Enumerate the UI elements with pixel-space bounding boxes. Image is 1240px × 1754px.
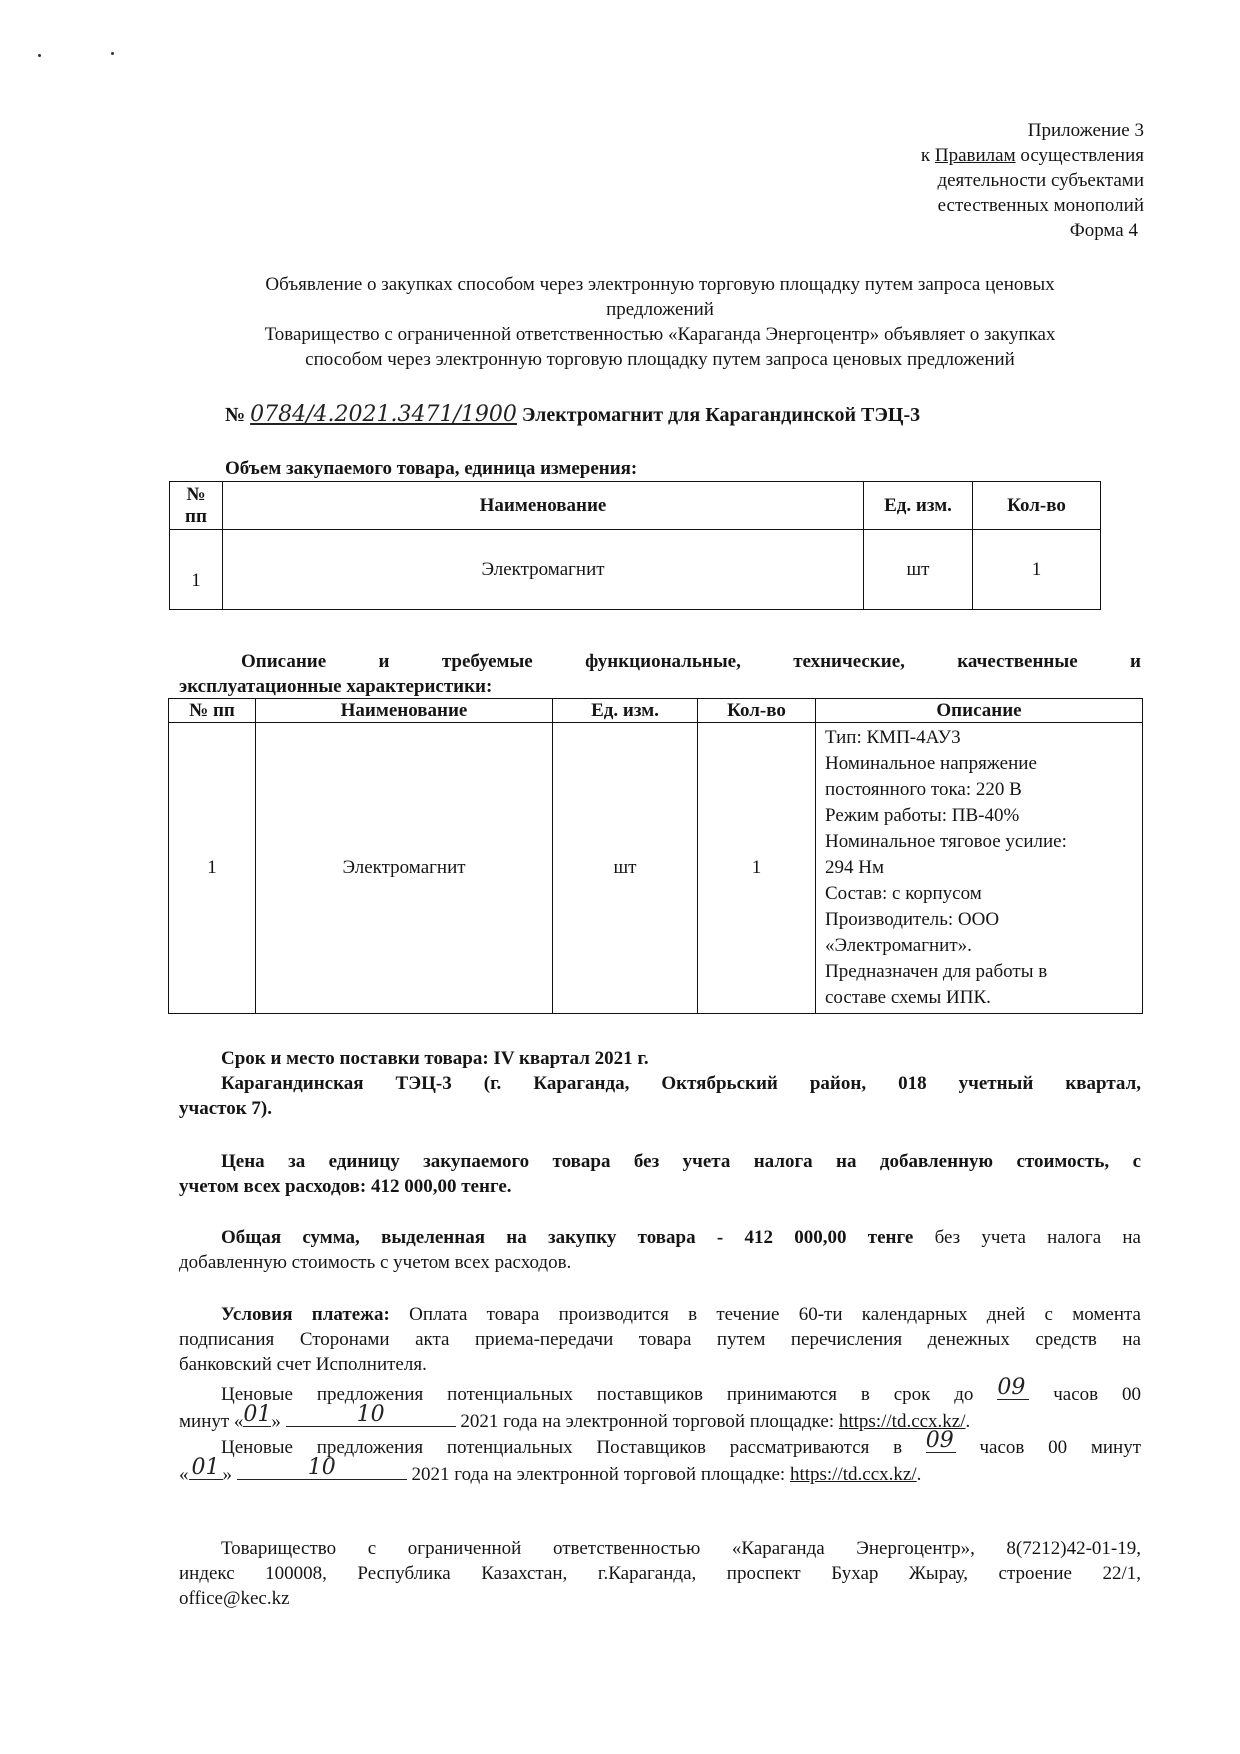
table-header-row — [170, 482, 1101, 530]
cell-unit: шт — [864, 530, 973, 610]
appendix-block — [700, 118, 1144, 243]
cell-name: Электромагнит — [256, 723, 553, 1014]
desc-line: Номинальное тяговое усилие: — [825, 831, 1067, 852]
payment-line: подписания Сторонами акта приема-передачи товара путем перечисления денежных средств на — [179, 1329, 1141, 1350]
col-unit-header: Ед. изм. — [864, 482, 973, 530]
rules-link[interactable]: Правилам — [934, 145, 1016, 166]
announcement-heading — [180, 272, 1140, 372]
hour-blank: 09 — [925, 1428, 954, 1453]
scan-speck — [111, 52, 114, 55]
col-qty-header: Кол-во — [973, 482, 1101, 530]
footer-email: office@kec.kz — [179, 1588, 290, 1609]
platform-link[interactable]: https://td.ccx.kz/ — [789, 1464, 917, 1485]
appendix-line: Приложение 3 — [1027, 120, 1144, 141]
desc-line: «Электромагнит». — [825, 935, 972, 956]
delivery-line: участок 7). — [179, 1098, 273, 1119]
desc-line: Предназначен для работы в — [825, 961, 1048, 982]
hour-blank: 09 — [997, 1380, 1029, 1400]
desc-line: 294 Нм — [825, 857, 884, 878]
desc-title-line: эксплуатационные характеристики: — [179, 676, 493, 697]
footer-block — [179, 1536, 1141, 1611]
volume-table — [169, 481, 1101, 610]
table-header-row — [169, 699, 1143, 723]
delivery-line: Срок и место поставки товара: IV квартал 2021 г. — [221, 1048, 649, 1069]
col-num-header: № пп — [170, 482, 223, 530]
total-line: Общая сумма, выделенная на закупку товара - 412 000,00 тенге без учета налога на — [221, 1227, 1141, 1248]
offers-review-line: « 01 » 10 2021 года на электронной торговой площадке: https://td.ccx.kz/. — [179, 1455, 922, 1485]
platform-link[interactable]: https://td.ccx.kz/ — [838, 1411, 966, 1432]
lot-title: № 0784/4.2021.3471/1900 Электромагнит для Карагандинской ТЭЦ-3 — [225, 402, 921, 427]
price-line: учетом всех расходов: 412 000,00 тенге. — [179, 1176, 512, 1197]
lot-number-handwritten: 0784/4.2021.3471/1900 — [250, 402, 517, 427]
offers-accept-block — [179, 1375, 1141, 1434]
col-qty-header: Кол-во — [698, 699, 816, 723]
appendix-line: деятельности субъектами — [937, 170, 1144, 191]
delivery-block — [179, 1046, 1141, 1121]
cell-description — [816, 723, 1143, 1014]
desc-line: Номинальное напряжение — [825, 753, 1037, 774]
col-desc-header: Описание — [816, 699, 1143, 723]
table-row — [170, 530, 1101, 610]
col-num-header: № пп — [169, 699, 256, 723]
offers-accept-line: Ценовые предложения потенциальных поставщиков принимаются в срок до 09 часов 00 — [221, 1375, 1141, 1405]
desc-line: Режим работы: ПВ-40% — [825, 805, 1020, 826]
payment-line: Условия платежа: Оплата товара производится в течение 60-ти календарных дней с момента — [221, 1304, 1141, 1325]
delivery-line: Карагандинская ТЭЦ-3 (г. Караганда, Октябрьский район, 018 учетный квартал, — [221, 1073, 1141, 1094]
table-row — [169, 723, 1143, 1014]
cell-unit: шт — [553, 723, 698, 1014]
desc-title — [179, 649, 1141, 699]
cell-qty: 1 — [698, 723, 816, 1014]
col-unit-header: Ед. изм. — [553, 699, 698, 723]
scan-speck — [38, 54, 41, 57]
cell-num: 1 — [170, 530, 223, 610]
col-name-header: Наименование — [223, 482, 864, 530]
payment-block — [179, 1302, 1141, 1377]
col-name-header: Наименование — [256, 699, 553, 723]
month-blank: 10 — [286, 1407, 456, 1427]
heading-line: Товарищество с ограниченной ответственностью «Караганда Энергоцентр» объявляет о закупках — [264, 324, 1056, 345]
spec-table — [168, 698, 1143, 1014]
offers-review-block — [179, 1428, 1141, 1487]
appendix-line: к Правилам осуществления — [920, 145, 1144, 166]
heading-line: Объявление о закупках способом через электронную торговую площадку путем запроса ценовых — [265, 274, 1055, 295]
price-block — [179, 1149, 1141, 1199]
offers-review-line: Ценовые предложения потенциальных Поставщиков рассматриваются в 09 часов 00 минут — [221, 1428, 1141, 1458]
form-number: Форма 4 — [1069, 220, 1138, 241]
payment-line: банковский счет Исполнителя. — [179, 1354, 427, 1375]
footer-line: Товарищество с ограниченной ответственностью «Караганда Энергоцентр», 8(7212)42-01-19, — [221, 1538, 1141, 1559]
cell-qty: 1 — [973, 530, 1101, 610]
total-block — [179, 1225, 1141, 1275]
cell-num: 1 — [169, 723, 256, 1014]
month-blank: 10 — [237, 1460, 407, 1480]
desc-line: Тип: КМП-4АУ3 — [825, 727, 961, 748]
price-line: Цена за единицу закупаемого товара без учета налога на добавленную стоимость, с — [221, 1151, 1141, 1172]
offers-accept-line: минут « 01 » 10 2021 года на электронной торговой площадке: https://td.ccx.kz/. — [179, 1402, 971, 1432]
desc-title-line: Описание и требуемые функциональные, технические, качественные и — [241, 651, 1141, 672]
desc-line: Состав: с корпусом — [825, 883, 982, 904]
cell-name: Электромагнит — [223, 530, 864, 610]
footer-line: индекс 100008, Республика Казахстан, г.Караганда, проспект Бухар Жырау, строение 22/1, — [179, 1563, 1141, 1584]
desc-line: составе схемы ИПК. — [825, 987, 991, 1008]
heading-line: способом через электронную торговую площадку путем запроса ценовых предложений — [305, 349, 1015, 370]
desc-line: постоянного тока: 220 В — [825, 779, 1022, 800]
day-blank: 01 — [243, 1402, 272, 1427]
appendix-line: естественных монополий — [937, 195, 1144, 216]
day-blank: 01 — [189, 1460, 223, 1480]
desc-line: Производитель: ООО — [825, 909, 1000, 930]
total-line: добавленную стоимость с учетом всех расходов. — [179, 1252, 572, 1273]
volume-title: Объем закупаемого товара, единица измерения: — [225, 458, 638, 479]
heading-line: предложений — [606, 299, 714, 320]
